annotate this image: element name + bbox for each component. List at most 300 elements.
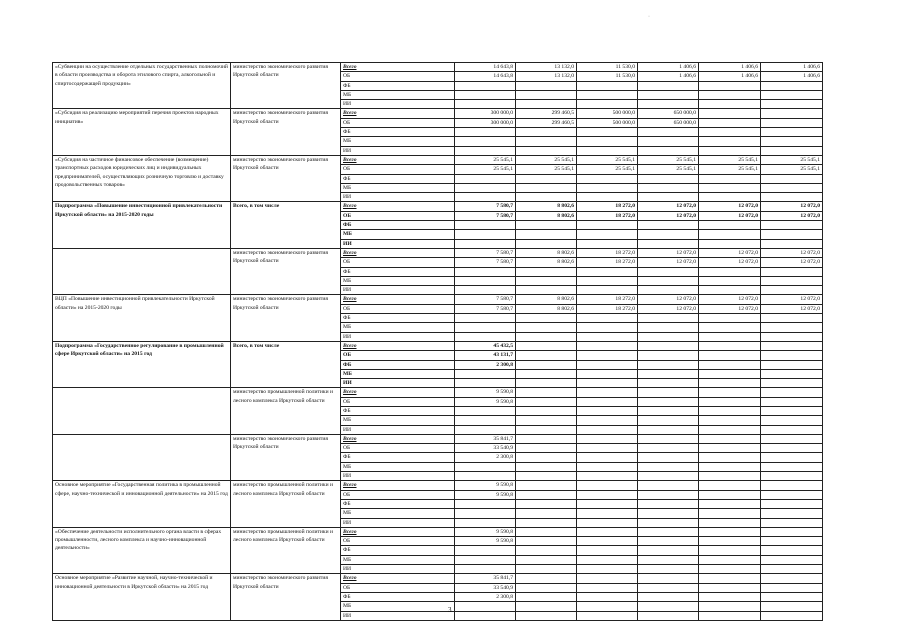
- amount-cell: [699, 239, 761, 248]
- amount-cell: [455, 193, 516, 202]
- amount-cell: 1 406,6: [761, 63, 823, 72]
- responsible-cell: министерство экономического развития Иркутской области: [231, 63, 341, 109]
- amount-cell: [699, 276, 761, 285]
- amount-cell: 650 000,0: [638, 118, 699, 127]
- amount-cell: [455, 239, 516, 248]
- amount-cell: [516, 239, 577, 248]
- amount-cell: 11 530,0: [577, 72, 638, 81]
- amount-cell: [699, 230, 761, 239]
- amount-cell: [455, 602, 516, 611]
- amount-cell: [761, 351, 823, 360]
- amount-cell: [699, 286, 761, 295]
- amount-cell: [455, 416, 516, 425]
- funding-source-cell: ФБ: [341, 546, 455, 555]
- amount-cell: [699, 583, 761, 592]
- amount-cell: [761, 462, 823, 471]
- amount-cell: [577, 360, 638, 369]
- amount-cell: [516, 583, 577, 592]
- amount-cell: [516, 183, 577, 192]
- amount-cell: 8 802,6: [516, 295, 577, 304]
- amount-cell: [761, 434, 823, 443]
- amount-cell: [577, 193, 638, 202]
- amount-cell: [699, 499, 761, 508]
- item-name-cell: ВЦП «Повышение инвестиционной привлекательности Иркутской области» на 2015-2020 годы: [53, 295, 231, 341]
- amount-cell: [516, 537, 577, 546]
- amount-cell: [638, 565, 699, 574]
- amount-cell: [638, 546, 699, 555]
- funding-source-cell: МБ: [341, 276, 455, 285]
- amount-cell: 9 590,8: [455, 537, 516, 546]
- amount-cell: [577, 574, 638, 583]
- funding-source-cell: ОБ: [341, 490, 455, 499]
- amount-cell: [516, 174, 577, 183]
- amount-cell: 650 000,0: [638, 109, 699, 118]
- amount-cell: [638, 527, 699, 536]
- funding-source-cell: ОБ: [341, 537, 455, 546]
- funding-source-cell: ИИ: [341, 565, 455, 574]
- amount-cell: [699, 574, 761, 583]
- amount-cell: [455, 425, 516, 434]
- amount-cell: [516, 481, 577, 490]
- amount-cell: [761, 128, 823, 137]
- amount-cell: [638, 81, 699, 90]
- amount-cell: [577, 90, 638, 99]
- funding-source-cell: МБ: [341, 369, 455, 378]
- amount-cell: [638, 397, 699, 406]
- amount-cell: [761, 323, 823, 332]
- amount-cell: [761, 611, 823, 620]
- amount-cell: 35 841,7: [455, 574, 516, 583]
- funding-source-cell: ФБ: [341, 128, 455, 137]
- amount-cell: [699, 174, 761, 183]
- amount-cell: [761, 286, 823, 295]
- amount-cell: [699, 193, 761, 202]
- amount-cell: [638, 286, 699, 295]
- amount-cell: [761, 444, 823, 453]
- amount-cell: [638, 341, 699, 350]
- amount-cell: [638, 221, 699, 230]
- amount-cell: [761, 388, 823, 397]
- amount-cell: [577, 565, 638, 574]
- amount-cell: 8 802,6: [516, 202, 577, 211]
- amount-cell: [577, 286, 638, 295]
- amount-cell: [516, 416, 577, 425]
- amount-cell: [516, 128, 577, 137]
- responsible-cell: министерство промышленной политики и лесного комплекса Иркутской области: [231, 481, 341, 527]
- funding-source-cell: ФБ: [341, 499, 455, 508]
- amount-cell: [516, 314, 577, 323]
- responsible-cell: министерство экономического развития Иркутской области: [231, 434, 341, 480]
- amount-cell: [516, 453, 577, 462]
- amount-cell: [516, 221, 577, 230]
- amount-cell: [699, 267, 761, 276]
- amount-cell: 8 802,6: [516, 211, 577, 220]
- amount-cell: 12 072,0: [638, 304, 699, 313]
- amount-cell: [455, 100, 516, 109]
- amount-cell: [577, 537, 638, 546]
- amount-cell: 500 000,0: [577, 118, 638, 127]
- funding-source-cell: МБ: [341, 323, 455, 332]
- responsible-cell: министерство экономического развития Иркутской области: [231, 574, 341, 620]
- amount-cell: [516, 444, 577, 453]
- amount-cell: 300 000,0: [455, 109, 516, 118]
- funding-source-cell: ОБ: [341, 211, 455, 220]
- amount-cell: 1 406,6: [638, 72, 699, 81]
- amount-cell: [761, 109, 823, 118]
- funding-source-cell: ФБ: [341, 453, 455, 462]
- amount-cell: [699, 137, 761, 146]
- amount-cell: [699, 109, 761, 118]
- amount-cell: [577, 592, 638, 601]
- amount-cell: [699, 128, 761, 137]
- amount-cell: 8 802,6: [516, 248, 577, 257]
- amount-cell: [699, 509, 761, 518]
- funding-source-cell: ОБ: [341, 118, 455, 127]
- amount-cell: [577, 462, 638, 471]
- funding-source-cell: ФБ: [341, 267, 455, 276]
- amount-cell: [577, 81, 638, 90]
- funding-source-cell: ФБ: [341, 360, 455, 369]
- amount-cell: [577, 611, 638, 620]
- amount-cell: [455, 174, 516, 183]
- amount-cell: [577, 146, 638, 155]
- amount-cell: [638, 425, 699, 434]
- amount-cell: [761, 81, 823, 90]
- funding-source-cell: Всего: [341, 481, 455, 490]
- amount-cell: [516, 397, 577, 406]
- amount-cell: [577, 453, 638, 462]
- item-name-cell: «Субсидия на частичное финансовое обеспечение (возмещение) транспортных расходов юридических лиц и индивидуальных предпринимателей, осуществляющих розничную торговлю и доставку продовольственных товаров»: [53, 155, 231, 201]
- item-name-cell: «Обеспечение деятельности исполнительного органа власти в сферах промышленности, лесного комплекса и научно-инновационной деятельности»: [53, 527, 231, 573]
- amount-cell: [761, 314, 823, 323]
- funding-source-cell: МБ: [341, 509, 455, 518]
- funding-source-cell: ФБ: [341, 592, 455, 601]
- amount-cell: [455, 555, 516, 564]
- funding-source-cell: ОБ: [341, 444, 455, 453]
- amount-cell: [516, 332, 577, 341]
- amount-cell: [699, 323, 761, 332]
- amount-cell: [516, 565, 577, 574]
- amount-cell: [516, 425, 577, 434]
- funding-source-cell: Всего: [341, 202, 455, 211]
- amount-cell: [577, 323, 638, 332]
- amount-cell: [577, 444, 638, 453]
- funding-source-cell: Всего: [341, 63, 455, 72]
- amount-cell: [699, 388, 761, 397]
- amount-cell: [699, 406, 761, 415]
- amount-cell: [516, 509, 577, 518]
- amount-cell: 25 545,1: [761, 155, 823, 164]
- amount-cell: [761, 230, 823, 239]
- amount-cell: 18 272,0: [577, 211, 638, 220]
- item-name-cell: «Субвенции на осуществление отдельных государственных полномочий в области производства и оборота этилового спирта, алкогольной и спиртосодержащей продукции»: [53, 63, 231, 109]
- funding-source-cell: ИИ: [341, 611, 455, 620]
- funding-source-cell: ИИ: [341, 379, 455, 388]
- amount-cell: 25 545,1: [455, 165, 516, 174]
- amount-cell: [455, 546, 516, 555]
- amount-cell: [516, 100, 577, 109]
- responsible-cell: министерство промышленной политики и лесного комплекса Иркутской области: [231, 527, 341, 573]
- amount-cell: 45 432,5: [455, 341, 516, 350]
- amount-cell: [638, 416, 699, 425]
- amount-cell: [699, 100, 761, 109]
- amount-cell: 12 072,0: [638, 295, 699, 304]
- amount-cell: 12 072,0: [699, 304, 761, 313]
- table-row: [53, 341, 823, 350]
- amount-cell: [761, 118, 823, 127]
- amount-cell: 12 072,0: [699, 202, 761, 211]
- amount-cell: 35 841,7: [455, 434, 516, 443]
- table-row: [53, 63, 823, 72]
- amount-cell: 12 072,0: [638, 248, 699, 257]
- budget-table: [52, 62, 823, 621]
- amount-cell: 299 460,5: [516, 109, 577, 118]
- amount-cell: [699, 481, 761, 490]
- amount-cell: [699, 314, 761, 323]
- amount-cell: [699, 434, 761, 443]
- amount-cell: [699, 527, 761, 536]
- amount-cell: [699, 221, 761, 230]
- amount-cell: [638, 239, 699, 248]
- amount-cell: [761, 416, 823, 425]
- funding-source-cell: ИИ: [341, 239, 455, 248]
- funding-source-cell: Всего: [341, 341, 455, 350]
- amount-cell: [638, 323, 699, 332]
- amount-cell: 7 580,7: [455, 202, 516, 211]
- amount-cell: [516, 369, 577, 378]
- amount-cell: [455, 267, 516, 276]
- amount-cell: [638, 611, 699, 620]
- funding-source-cell: ИИ: [341, 146, 455, 155]
- amount-cell: [761, 472, 823, 481]
- amount-cell: [699, 555, 761, 564]
- amount-cell: [638, 267, 699, 276]
- amount-cell: [455, 499, 516, 508]
- amount-cell: [638, 360, 699, 369]
- funding-source-cell: ИИ: [341, 425, 455, 434]
- funding-source-cell: ИИ: [341, 472, 455, 481]
- responsible-cell: Всего, в том числе: [231, 341, 341, 387]
- amount-cell: [638, 388, 699, 397]
- amount-cell: [638, 444, 699, 453]
- amount-cell: [516, 555, 577, 564]
- amount-cell: [577, 472, 638, 481]
- funding-source-cell: ИИ: [341, 100, 455, 109]
- item-name-cell: Основное мероприятие «Государственная политика в промышленной сфере, научно-технической и инновационной деятельности» на 2015 год: [53, 481, 231, 527]
- amount-cell: [761, 565, 823, 574]
- amount-cell: 14 643,8: [455, 72, 516, 81]
- amount-cell: [761, 100, 823, 109]
- amount-cell: 43 131,7: [455, 351, 516, 360]
- amount-cell: [761, 537, 823, 546]
- amount-cell: [761, 490, 823, 499]
- amount-cell: [455, 286, 516, 295]
- funding-source-cell: МБ: [341, 602, 455, 611]
- amount-cell: [516, 611, 577, 620]
- amount-cell: [516, 406, 577, 415]
- amount-cell: [761, 267, 823, 276]
- item-name-cell: [53, 248, 231, 294]
- amount-cell: [761, 360, 823, 369]
- amount-cell: 7 580,7: [455, 211, 516, 220]
- amount-cell: [577, 230, 638, 239]
- amount-cell: [761, 574, 823, 583]
- amount-cell: 12 072,0: [699, 211, 761, 220]
- amount-cell: [638, 602, 699, 611]
- amount-cell: 12 072,0: [638, 202, 699, 211]
- amount-cell: [638, 490, 699, 499]
- amount-cell: [699, 118, 761, 127]
- amount-cell: [455, 611, 516, 620]
- table-row: [53, 295, 823, 304]
- amount-cell: [761, 137, 823, 146]
- funding-source-cell: ОБ: [341, 351, 455, 360]
- amount-cell: [761, 602, 823, 611]
- amount-cell: [699, 425, 761, 434]
- funding-source-cell: МБ: [341, 462, 455, 471]
- amount-cell: [761, 425, 823, 434]
- amount-cell: [699, 332, 761, 341]
- amount-cell: 25 545,1: [577, 155, 638, 164]
- amount-cell: [516, 434, 577, 443]
- amount-cell: [577, 369, 638, 378]
- amount-cell: [577, 332, 638, 341]
- amount-cell: [577, 183, 638, 192]
- funding-source-cell: ФБ: [341, 174, 455, 183]
- amount-cell: [577, 239, 638, 248]
- amount-cell: [638, 462, 699, 471]
- amount-cell: [638, 592, 699, 601]
- amount-cell: 12 072,0: [699, 295, 761, 304]
- page-number: 3: [448, 606, 452, 614]
- amount-cell: [516, 276, 577, 285]
- amount-cell: 9 590,8: [455, 527, 516, 536]
- amount-cell: [516, 146, 577, 155]
- table-row: [53, 155, 823, 164]
- amount-cell: [577, 546, 638, 555]
- amount-cell: 7 580,7: [455, 248, 516, 257]
- amount-cell: [455, 332, 516, 341]
- table-row: [53, 202, 823, 211]
- amount-cell: [516, 472, 577, 481]
- amount-cell: 9 590,8: [455, 490, 516, 499]
- responsible-cell: министерство экономического развития Иркутской области: [231, 155, 341, 201]
- funding-source-cell: Всего: [341, 434, 455, 443]
- amount-cell: [761, 555, 823, 564]
- item-name-cell: [53, 388, 231, 434]
- amount-cell: [699, 397, 761, 406]
- funding-source-cell: ФБ: [341, 314, 455, 323]
- amount-cell: 12 072,0: [761, 248, 823, 257]
- amount-cell: [455, 369, 516, 378]
- amount-cell: [638, 351, 699, 360]
- amount-cell: [455, 276, 516, 285]
- funding-source-cell: Всего: [341, 574, 455, 583]
- amount-cell: [577, 434, 638, 443]
- amount-cell: 25 545,1: [699, 155, 761, 164]
- amount-cell: [761, 406, 823, 415]
- amount-cell: [699, 611, 761, 620]
- amount-cell: 25 545,1: [516, 155, 577, 164]
- amount-cell: 9 590,8: [455, 397, 516, 406]
- amount-cell: [638, 518, 699, 527]
- amount-cell: [577, 221, 638, 230]
- amount-cell: 8 802,6: [516, 258, 577, 267]
- amount-cell: [638, 537, 699, 546]
- funding-source-cell: ФБ: [341, 81, 455, 90]
- amount-cell: 7 580,7: [455, 295, 516, 304]
- amount-cell: [699, 462, 761, 471]
- amount-cell: [516, 90, 577, 99]
- amount-cell: [577, 341, 638, 350]
- amount-cell: [455, 137, 516, 146]
- amount-cell: 25 545,1: [761, 165, 823, 174]
- amount-cell: 9 590,8: [455, 481, 516, 490]
- amount-cell: [455, 472, 516, 481]
- funding-source-cell: ОБ: [341, 304, 455, 313]
- amount-cell: [455, 81, 516, 90]
- amount-cell: [761, 239, 823, 248]
- amount-cell: [638, 100, 699, 109]
- amount-cell: [761, 509, 823, 518]
- amount-cell: [761, 379, 823, 388]
- responsible-cell: министерство экономического развития Иркутской области: [231, 248, 341, 294]
- amount-cell: 25 545,1: [638, 155, 699, 164]
- table-row: [53, 248, 823, 257]
- amount-cell: [516, 137, 577, 146]
- amount-cell: [577, 267, 638, 276]
- budget-table-body: [53, 63, 823, 621]
- amount-cell: [761, 592, 823, 601]
- amount-cell: [761, 90, 823, 99]
- amount-cell: [638, 369, 699, 378]
- funding-source-cell: Всего: [341, 155, 455, 164]
- amount-cell: [577, 509, 638, 518]
- table-row: [53, 481, 823, 490]
- amount-cell: 12 072,0: [638, 211, 699, 220]
- amount-cell: [516, 360, 577, 369]
- amount-cell: 18 272,0: [577, 295, 638, 304]
- amount-cell: 1 406,6: [699, 63, 761, 72]
- amount-cell: [699, 379, 761, 388]
- amount-cell: [699, 146, 761, 155]
- amount-cell: [577, 416, 638, 425]
- amount-cell: [699, 565, 761, 574]
- amount-cell: [516, 286, 577, 295]
- amount-cell: [699, 490, 761, 499]
- amount-cell: [638, 453, 699, 462]
- amount-cell: [638, 406, 699, 415]
- amount-cell: [577, 137, 638, 146]
- amount-cell: [699, 416, 761, 425]
- amount-cell: [761, 146, 823, 155]
- amount-cell: [761, 527, 823, 536]
- amount-cell: [699, 81, 761, 90]
- amount-cell: 25 545,1: [638, 165, 699, 174]
- amount-cell: [638, 555, 699, 564]
- amount-cell: [699, 351, 761, 360]
- amount-cell: [638, 128, 699, 137]
- amount-cell: 12 072,0: [761, 258, 823, 267]
- amount-cell: [577, 499, 638, 508]
- item-name-cell: Подпрограмма «Повышение инвестиционной привлекательности Иркутской области» на 2015-2020 годы: [53, 202, 231, 248]
- item-name-cell: Основное мероприятие «Развитие научной, научно-технической и инновационной деятельности в Иркутской области» на 2015 год: [53, 574, 231, 620]
- amount-cell: [577, 100, 638, 109]
- amount-cell: 12 072,0: [638, 258, 699, 267]
- amount-cell: [699, 546, 761, 555]
- amount-cell: 25 545,1: [516, 165, 577, 174]
- amount-cell: 500 000,0: [577, 109, 638, 118]
